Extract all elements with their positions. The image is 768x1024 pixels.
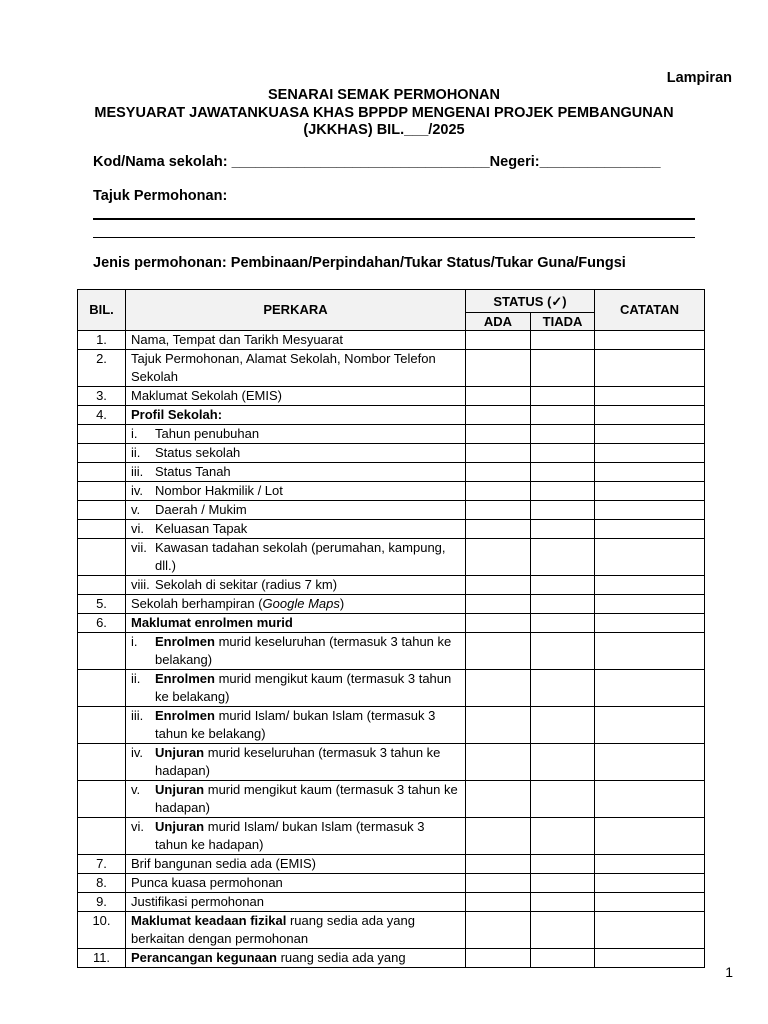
row-sub-number: iii. <box>131 464 144 479</box>
row-sub-number: vi. <box>131 819 144 834</box>
row-perkara <box>126 818 466 855</box>
tiada-checkbox-cell[interactable] <box>531 893 595 912</box>
tiada-checkbox-cell[interactable] <box>531 387 595 406</box>
catatan-cell[interactable] <box>595 501 705 520</box>
tiada-checkbox-cell[interactable] <box>531 595 595 614</box>
page-number: 1 <box>725 964 733 980</box>
row-bil: 8. <box>78 874 126 893</box>
tiada-checkbox-cell[interactable] <box>531 949 595 968</box>
row-bil: 2. <box>78 350 126 387</box>
table-row <box>78 501 705 520</box>
row-bil: 4. <box>78 406 126 425</box>
tiada-checkbox-cell[interactable] <box>531 818 595 855</box>
row-text: Tahun penubuhan <box>155 426 260 441</box>
header-ada: ADA <box>466 313 531 331</box>
row-sub-text <box>155 444 240 462</box>
ada-checkbox-cell[interactable] <box>466 818 531 855</box>
catatan-cell[interactable] <box>595 893 705 912</box>
table-row <box>78 482 705 501</box>
ada-checkbox-cell[interactable] <box>466 744 531 781</box>
kod-nama-sekolah-field: Kod/Nama sekolah: ________________________________ <box>93 154 490 170</box>
table-row <box>78 912 705 949</box>
row-sub-number: viii. <box>131 577 150 592</box>
row-bil <box>78 781 126 818</box>
catatan-cell[interactable] <box>595 614 705 633</box>
tiada-checkbox-cell[interactable] <box>531 912 595 949</box>
row-text: Kawasan tadahan sekolah (perumahan, kampung, dll.) <box>155 540 446 573</box>
row-perkara <box>126 425 466 444</box>
checklist-table <box>77 289 705 968</box>
table-row <box>78 595 705 614</box>
row-bold-text: Unjuran <box>155 819 205 834</box>
ada-checkbox-cell[interactable] <box>466 482 531 501</box>
tiada-checkbox-cell[interactable] <box>531 670 595 707</box>
row-sub-text <box>155 501 247 519</box>
ada-checkbox-cell[interactable] <box>466 949 531 968</box>
catatan-cell[interactable] <box>595 874 705 893</box>
jenis-permohonan-label: Jenis permohonan: Pembinaan/Perpindahan/Tukar Status/Tukar Guna/Fungsi <box>93 255 626 271</box>
header-perkara: PERKARA <box>126 290 466 331</box>
row-sub-text <box>155 670 460 706</box>
row-sub-text <box>155 781 460 817</box>
lampiran-label: Lampiran <box>666 70 732 86</box>
row-sub-text <box>155 425 259 443</box>
row-text: Status sekolah <box>155 445 241 460</box>
row-bil <box>78 539 126 576</box>
ada-checkbox-cell[interactable] <box>466 707 531 744</box>
tajuk-line-1 <box>93 218 695 220</box>
row-perkara <box>126 576 466 595</box>
row-perkara <box>126 501 466 520</box>
tiada-checkbox-cell[interactable] <box>531 520 595 539</box>
catatan-cell[interactable] <box>595 520 705 539</box>
catatan-cell[interactable] <box>595 406 705 425</box>
row-perkara <box>126 874 466 893</box>
ada-checkbox-cell[interactable] <box>466 406 531 425</box>
header-bil: BIL. <box>78 290 126 331</box>
table-row <box>78 425 705 444</box>
row-bil <box>78 463 126 482</box>
table-row <box>78 949 705 968</box>
row-bold-text: Enrolmen <box>155 671 215 686</box>
row-bil <box>78 670 126 707</box>
row-text: Nama, Tempat dan Tarikh Mesyuarat <box>131 332 343 347</box>
row-perkara <box>126 912 466 949</box>
table-row <box>78 781 705 818</box>
row-text: Sekolah di sekitar (radius 7 km) <box>155 577 338 592</box>
table-row <box>78 350 705 387</box>
table-row <box>78 893 705 912</box>
ada-checkbox-cell[interactable] <box>466 463 531 482</box>
tiada-checkbox-cell[interactable] <box>531 331 595 350</box>
row-text: Maklumat enrolmen murid <box>131 615 293 630</box>
row-sub-text <box>155 520 247 538</box>
row-perkara <box>126 482 466 501</box>
catatan-cell[interactable] <box>595 949 705 968</box>
tajuk-line-2 <box>93 237 695 238</box>
row-text: Keluasan Tapak <box>155 521 248 536</box>
row-sub-text <box>155 818 460 854</box>
tiada-checkbox-cell[interactable] <box>531 633 595 670</box>
row-bold-text: Unjuran <box>155 745 205 760</box>
ada-checkbox-cell[interactable] <box>466 912 531 949</box>
row-text: murid Islam/ bukan Islam (termasuk 3 tahun ke belakang) <box>155 708 436 741</box>
row-perkara <box>126 949 466 968</box>
ada-checkbox-cell[interactable] <box>466 539 531 576</box>
table-row <box>78 576 705 595</box>
catatan-cell[interactable] <box>595 482 705 501</box>
catatan-cell[interactable] <box>595 463 705 482</box>
row-sub-text <box>155 576 337 594</box>
row-text: Maklumat Sekolah (EMIS) <box>131 388 282 403</box>
row-sub-number: vii. <box>131 540 147 555</box>
row-text: murid Islam/ bukan Islam (termasuk 3 tahun ke hadapan) <box>155 819 425 852</box>
ada-checkbox-cell[interactable] <box>466 425 531 444</box>
header-status: STATUS (✓) <box>466 290 595 313</box>
table-row <box>78 444 705 463</box>
tiada-checkbox-cell[interactable] <box>531 614 595 633</box>
row-perkara <box>126 444 466 463</box>
table-row <box>78 818 705 855</box>
row-perkara <box>126 331 466 350</box>
row-text: Daerah / Mukim <box>155 502 247 517</box>
row-bil <box>78 444 126 463</box>
tiada-checkbox-cell[interactable] <box>531 781 595 818</box>
row-bil <box>78 707 126 744</box>
tiada-checkbox-cell[interactable] <box>531 539 595 576</box>
tiada-checkbox-cell[interactable] <box>531 501 595 520</box>
row-bil <box>78 744 126 781</box>
row-text: Profil Sekolah: <box>131 407 223 422</box>
row-text: Justifikasi permohonan <box>131 894 264 909</box>
table-row <box>78 387 705 406</box>
row-text: murid mengikut kaum (termasuk 3 tahun ke hadapan) <box>155 782 458 815</box>
catatan-cell[interactable] <box>595 539 705 576</box>
row-bold-text: Unjuran <box>155 782 205 797</box>
ada-checkbox-cell[interactable] <box>466 576 531 595</box>
catatan-cell[interactable] <box>595 670 705 707</box>
ada-checkbox-cell[interactable] <box>466 444 531 463</box>
row-text: Tajuk Permohonan, Alamat Sekolah, Nombor Telefon Sekolah <box>131 351 436 384</box>
catatan-cell[interactable] <box>595 350 705 387</box>
table-row <box>78 406 705 425</box>
row-sub-text <box>155 744 460 780</box>
ada-checkbox-cell[interactable] <box>466 781 531 818</box>
tiada-checkbox-cell[interactable] <box>531 874 595 893</box>
row-perkara <box>126 350 466 387</box>
table-row <box>78 633 705 670</box>
row-perkara <box>126 520 466 539</box>
catatan-cell[interactable] <box>595 425 705 444</box>
row-bil: 5. <box>78 595 126 614</box>
tiada-checkbox-cell[interactable] <box>531 744 595 781</box>
row-sub-text <box>155 539 460 575</box>
row-text: murid mengikut kaum (termasuk 3 tahun ke belakang) <box>155 671 452 704</box>
tiada-checkbox-cell[interactable] <box>531 855 595 874</box>
row-bil <box>78 576 126 595</box>
table-row <box>78 539 705 576</box>
row-sub-number: v. <box>131 782 141 797</box>
table-row <box>78 463 705 482</box>
row-perkara <box>126 463 466 482</box>
row-perkara <box>126 893 466 912</box>
catatan-cell[interactable] <box>595 818 705 855</box>
row-text: murid keseluruhan (termasuk 3 tahun ke hadapan) <box>155 745 441 778</box>
row-perkara <box>126 595 466 614</box>
ada-checkbox-cell[interactable] <box>466 670 531 707</box>
ada-checkbox-cell[interactable] <box>466 595 531 614</box>
ada-checkbox-cell[interactable] <box>466 501 531 520</box>
catatan-cell[interactable] <box>595 576 705 595</box>
ada-checkbox-cell[interactable] <box>466 874 531 893</box>
checklist-body <box>78 331 705 968</box>
row-bold-text: Enrolmen <box>155 708 215 723</box>
row-bil: 10. <box>78 912 126 949</box>
row-perkara <box>126 670 466 707</box>
title-line-1: SENARAI SEMAK PERMOHONAN <box>267 87 500 103</box>
catatan-cell[interactable] <box>595 912 705 949</box>
ada-checkbox-cell[interactable] <box>466 520 531 539</box>
catatan-cell[interactable] <box>595 633 705 670</box>
tiada-checkbox-cell[interactable] <box>531 482 595 501</box>
row-perkara <box>126 633 466 670</box>
table-row <box>78 744 705 781</box>
row-bil <box>78 501 126 520</box>
row-text: Nombor Hakmilik / Lot <box>155 483 283 498</box>
ada-checkbox-cell[interactable] <box>466 855 531 874</box>
tiada-checkbox-cell[interactable] <box>531 463 595 482</box>
row-bil <box>78 482 126 501</box>
row-bil: 3. <box>78 387 126 406</box>
ada-checkbox-cell[interactable] <box>466 387 531 406</box>
row-bold-text: Enrolmen <box>155 634 215 649</box>
catatan-cell[interactable] <box>595 707 705 744</box>
row-bold-text: Maklumat keadaan fizikal <box>131 913 287 928</box>
table-row <box>78 874 705 893</box>
catatan-cell[interactable] <box>595 387 705 406</box>
table-row <box>78 707 705 744</box>
row-perkara <box>126 406 466 425</box>
row-perkara <box>126 744 466 781</box>
row-sub-number: i. <box>131 426 138 441</box>
row-perkara <box>126 855 466 874</box>
tiada-checkbox-cell[interactable] <box>531 406 595 425</box>
tiada-checkbox-cell[interactable] <box>531 444 595 463</box>
row-perkara <box>126 781 466 818</box>
ada-checkbox-cell[interactable] <box>466 614 531 633</box>
header-tiada: TIADA <box>531 313 595 331</box>
ada-checkbox-cell[interactable] <box>466 350 531 387</box>
row-sub-number: vi. <box>131 521 144 536</box>
catatan-cell[interactable] <box>595 781 705 818</box>
tiada-checkbox-cell[interactable] <box>531 707 595 744</box>
document-title <box>0 87 768 140</box>
row-sub-text <box>155 463 231 481</box>
table-row <box>78 855 705 874</box>
row-text: ruang sedia ada yang berkaitan dengan permohonan <box>131 913 415 946</box>
row-sub-text <box>155 707 460 743</box>
tiada-checkbox-cell[interactable] <box>531 576 595 595</box>
row-perkara <box>126 539 466 576</box>
row-text: Status Tanah <box>155 464 231 479</box>
ada-checkbox-cell[interactable] <box>466 893 531 912</box>
row-perkara <box>126 387 466 406</box>
tiada-checkbox-cell[interactable] <box>531 350 595 387</box>
row-bil: 11. <box>78 949 126 968</box>
row-sub-text <box>155 633 460 669</box>
row-text: Sekolah berhampiran ( <box>131 596 263 611</box>
row-bil <box>78 818 126 855</box>
row-sub-number: ii. <box>131 671 141 686</box>
row-bil <box>78 633 126 670</box>
negeri-field: Negeri:_______________ <box>489 154 661 170</box>
table-row <box>78 614 705 633</box>
title-line-3: (JKKHAS) BIL.___/2025 <box>303 122 465 138</box>
row-after-text: ) <box>339 596 345 611</box>
row-bil: 1. <box>78 331 126 350</box>
table-row <box>78 670 705 707</box>
tajuk-permohonan-label: Tajuk Permohonan: <box>93 188 228 204</box>
catatan-cell[interactable] <box>595 331 705 350</box>
row-sub-number: v. <box>131 502 141 517</box>
catatan-cell[interactable] <box>595 744 705 781</box>
table-row <box>78 331 705 350</box>
row-sub-number: ii. <box>131 445 141 460</box>
ada-checkbox-cell[interactable] <box>466 633 531 670</box>
title-line-2: MESYUARAT JAWATANKUASA KHAS BPPDP MENGENAI PROJEK PEMBANGUNAN <box>94 104 674 121</box>
catatan-cell[interactable] <box>595 444 705 463</box>
row-text: murid keseluruhan (termasuk 3 tahun ke belakang) <box>155 634 452 667</box>
ada-checkbox-cell[interactable] <box>466 331 531 350</box>
row-perkara <box>126 707 466 744</box>
row-sub-text <box>155 482 283 500</box>
catatan-cell[interactable] <box>595 855 705 874</box>
row-bil <box>78 520 126 539</box>
row-text: Punca kuasa permohonan <box>131 875 283 890</box>
tiada-checkbox-cell[interactable] <box>531 425 595 444</box>
row-text: ruang sedia ada yang <box>276 950 406 965</box>
kod-negeri-line <box>93 154 661 170</box>
row-sub-number: iv. <box>131 745 144 760</box>
row-sub-number: iii. <box>131 708 144 723</box>
header-catatan: CATATAN <box>595 290 705 331</box>
row-bold-text: Perancangan kegunaan <box>131 950 277 965</box>
row-bil: 9. <box>78 893 126 912</box>
catatan-cell[interactable] <box>595 595 705 614</box>
row-italic-text: Google Maps <box>262 596 340 611</box>
table-row <box>78 520 705 539</box>
row-sub-number: i. <box>131 634 138 649</box>
row-perkara <box>126 614 466 633</box>
row-sub-number: iv. <box>131 483 144 498</box>
row-bil: 7. <box>78 855 126 874</box>
row-bil: 6. <box>78 614 126 633</box>
row-bil <box>78 425 126 444</box>
row-text: Brif bangunan sedia ada (EMIS) <box>131 856 316 871</box>
